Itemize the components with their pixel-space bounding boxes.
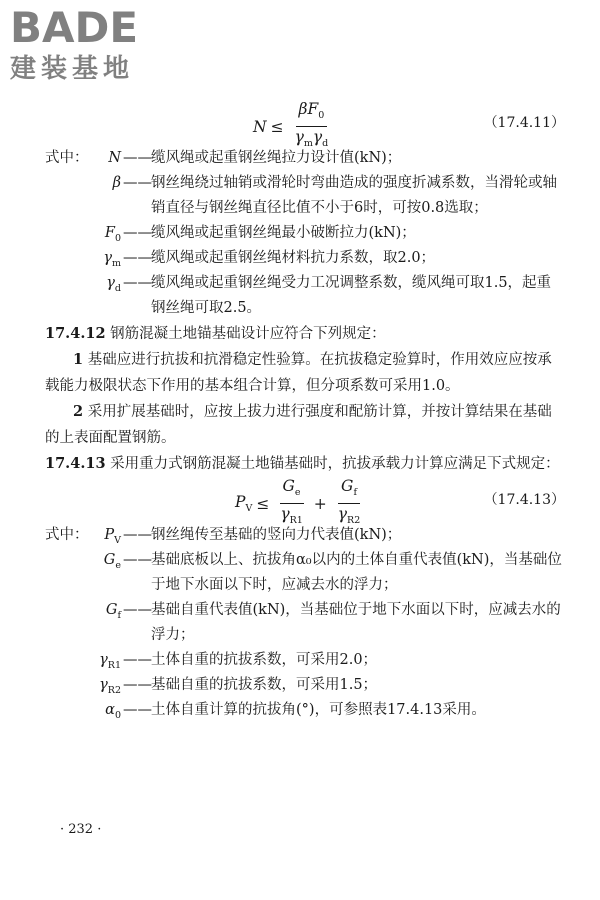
formula-lhs: N	[253, 117, 267, 136]
definition-text: 缆风绳或起重钢丝绳受力工况调整系数，缆风绳可取1.5，起重钢丝绳可取2.5。	[151, 275, 552, 316]
denominator-1: γ	[294, 128, 304, 147]
formula-op: ≤	[256, 494, 270, 513]
clause-text: 钢筋混凝土地锚基础设计应符合下列规定：	[110, 326, 386, 342]
definition-item	[45, 171, 565, 221]
definition-lead: 式中：	[45, 527, 89, 543]
numerator-sub: 0	[318, 110, 325, 122]
definition-dash: ——	[123, 275, 152, 291]
denominator-1-sub: m	[303, 138, 313, 150]
definition-text: 钢丝绳绕过轴销或滑轮时弯曲造成的强度折减系数，当滑轮或轴销直径与钢丝绳直径比值不小于6时，可按0.8选取；	[151, 175, 557, 216]
definition-symbol: $F_0$	[104, 225, 121, 244]
definition-symbol: $\gamma_{R1}$	[99, 652, 121, 671]
logo-subtitle: 建装基地	[10, 54, 135, 84]
clause-text: 采用重力式钢筋混凝土地锚基础时，抗拔承载力计算应满足下式规定：	[110, 456, 560, 472]
clause-number: 17.4.12	[45, 325, 106, 342]
definition-dash: ——	[123, 175, 152, 191]
definition-symbol: $\gamma_d$	[106, 275, 121, 294]
definition-text: 土体自重的抗拔系数，可采用2.0；	[151, 652, 378, 668]
definition-dash: ——	[123, 527, 152, 543]
definition-text: 钢丝绳传至基础的竖向力代表值(kN)；	[151, 527, 402, 543]
definition-dash: ——	[123, 702, 152, 718]
definition-item	[45, 146, 565, 171]
definition-item	[45, 523, 565, 548]
clause-17-4-13	[45, 451, 565, 477]
equation-number: （17.4.11）	[483, 115, 565, 131]
definition-text: 基础自重代表值(kN)，当基础位于地下水面以下时，应减去水的浮力；	[151, 602, 561, 643]
page-number: · 232 ·	[60, 822, 102, 837]
item-text: 采用扩展基础时，应按上拔力进行强度和配筋计算，并按计算结果在基础的上表面配置钢筋。	[45, 404, 552, 446]
document-page	[45, 100, 565, 723]
definition-dash: ——	[123, 652, 152, 668]
definition-symbol: N	[108, 150, 121, 166]
definition-symbol: $\gamma_{R2}$	[99, 677, 121, 696]
definition-item	[45, 221, 565, 246]
item-number: 1	[73, 351, 84, 368]
definition-symbol: β	[112, 175, 121, 191]
definition-item	[45, 698, 565, 723]
definition-item	[45, 548, 565, 598]
item-number: 2	[73, 403, 84, 420]
definition-symbol: $P_V$	[104, 527, 121, 546]
formula-17-4-11	[45, 100, 565, 150]
definition-item	[45, 246, 565, 271]
definition-dash: ——	[123, 677, 152, 693]
formula-17-4-13	[45, 477, 565, 527]
definition-text: 缆风绳或起重钢丝绳最小破断拉力(kN)；	[151, 225, 416, 241]
definition-symbol: $G_f$	[105, 602, 121, 621]
equation-number: （17.4.13）	[483, 492, 565, 508]
clause-item-1	[45, 347, 565, 399]
formula-plus: +	[313, 494, 327, 513]
definition-text: 缆风绳或起重钢丝绳拉力设计值(kN)；	[151, 150, 402, 166]
clause-17-4-12	[45, 321, 565, 347]
definition-item	[45, 598, 565, 648]
definition-symbol: $G_e$	[103, 552, 121, 571]
formula-lhs: $P_V$	[235, 493, 253, 515]
definition-dash: ——	[123, 250, 152, 266]
formula-op: ≤	[270, 117, 284, 136]
definition-dash: ——	[123, 602, 152, 618]
definition-item	[45, 271, 565, 321]
definition-text: 基础自重的抗拔系数，可采用1.5；	[151, 677, 378, 693]
definition-text: 缆风绳或起重钢丝绳材料抗力系数，取2.0；	[151, 250, 436, 266]
formula-fraction-b: $\frac{G_f}{\gamma_{R2}}$	[337, 477, 361, 527]
definition-item	[45, 648, 565, 673]
definition-symbol: $\gamma_m$	[103, 250, 121, 269]
definition-symbol: $\alpha_0$	[105, 702, 121, 721]
definition-lead: 式中：	[45, 150, 89, 166]
clause-number: 17.4.13	[45, 455, 106, 472]
definition-dash: ——	[123, 150, 152, 166]
numerator: βF	[298, 100, 319, 118]
logo-mark: BADE	[10, 3, 139, 52]
clause-item-2	[45, 399, 565, 451]
definition-dash: ——	[123, 552, 152, 568]
definition-text: 基础底板以上、抗拔角α₀以内的土体自重代表值(kN)，当基础位于地下水面以下时，应减去水的浮力；	[151, 552, 562, 593]
denominator-2: γ	[312, 128, 323, 147]
formula-fraction-a: $\frac{G_e}{\gamma_{R1}}$	[280, 477, 303, 527]
denominator-2-sub: d	[322, 138, 329, 150]
definition-item	[45, 673, 565, 698]
definition-text: 土体自重计算的抗拔角(°)，可参照表17.4.13采用。	[151, 702, 486, 718]
item-text: 基础应进行抗拔和抗滑稳定性验算。在抗拔稳定验算时，作用效应应按承载能力极限状态下作用的基本组合计算，但分项系数可采用1.0。	[45, 352, 552, 394]
definition-dash: ——	[123, 225, 152, 241]
bade-logo	[10, 3, 180, 88]
